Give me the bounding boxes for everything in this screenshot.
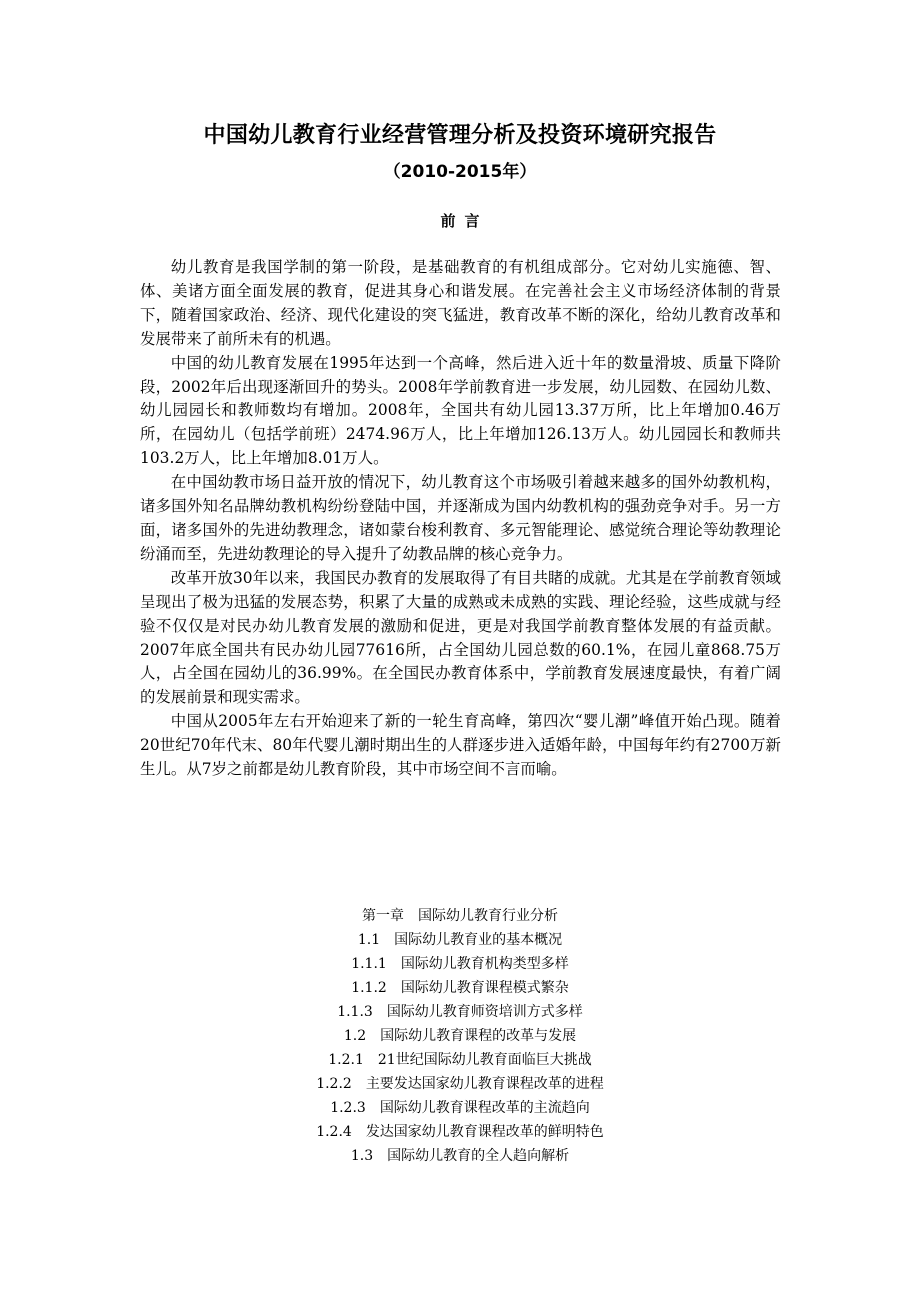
- toc-entry[interactable]: [0, 952, 920, 976]
- toc-entry-number: 1.1.2: [351, 980, 387, 996]
- toc-entry-title: 国际幼儿教育课程改革的主流趋向: [379, 1100, 590, 1116]
- toc-entry-number: 1.3: [350, 1148, 374, 1164]
- preface-body: [140, 256, 781, 782]
- document-subtitle: （2010-2015年）: [383, 162, 537, 182]
- toc-entry-title: 国际幼儿教育课程的改革与发展: [380, 1028, 577, 1044]
- preface-heading: 前言: [440, 212, 489, 230]
- toc-entry[interactable]: [0, 1072, 920, 1096]
- toc-entry-title: 国际幼儿教育业的基本概况: [394, 932, 563, 948]
- toc-entry[interactable]: [0, 904, 920, 928]
- toc-entry-number: 1.2: [343, 1028, 367, 1044]
- toc-entry-number: 第一章: [362, 908, 404, 924]
- toc-entry-number: 1.1.1: [351, 956, 387, 972]
- toc-entry[interactable]: [0, 1144, 920, 1168]
- toc-entry[interactable]: [0, 928, 920, 952]
- toc-entry[interactable]: [0, 976, 920, 1000]
- toc-entry-title: 国际幼儿教育师资培训方式多样: [386, 1004, 583, 1020]
- toc-entry-number: 1.2.3: [330, 1100, 366, 1116]
- toc-entry-title: 国际幼儿教育机构类型多样: [400, 956, 569, 972]
- toc-entry[interactable]: [0, 1096, 920, 1120]
- preface-paragraph: 幼儿教育是我国学制的第一阶段，是基础教育的有机组成部分。它对幼儿实施德、智、体、美诸方面全面发展的教育，促进其身心和谐发展。在完善社会主义市场经济体制的背景下，随着国家政治、经济、现代化建设的突飞猛进，教育改革不断的深化，给幼儿教育改革和发展带来了前所未有的机遇。: [140, 258, 781, 348]
- toc-entry-title: 21世纪国际幼儿教育面临巨大挑战: [377, 1052, 592, 1068]
- preface-paragraph: 中国从2005年左右开始迎来了新的一轮生育高峰，第四次“婴儿潮”峰值开始凸现。随着20世纪70年代末、80年代婴儿潮时期出生的人群逐步进入适婚年龄，中国每年约有2700万新生儿。从7岁之前都是幼儿教育阶段，其中市场空间不言而喻。: [140, 712, 781, 779]
- toc-entry-number: 1.1.3: [337, 1004, 373, 1020]
- toc-entry-title: 国际幼儿教育的全人趋向解析: [387, 1148, 570, 1164]
- toc-entry[interactable]: [0, 1120, 920, 1144]
- toc-entry-number: 1.2.1: [328, 1052, 364, 1068]
- toc-entry-title: 发达国家幼儿教育课程改革的鲜明特色: [365, 1124, 604, 1140]
- toc-entry-title: 国际幼儿教育课程模式繁杂: [400, 980, 569, 996]
- toc-entry-title: 国际幼儿教育行业分析: [418, 908, 558, 924]
- toc-entry-number: 1.2.2: [316, 1076, 352, 1092]
- toc-entry-title: 主要发达国家幼儿教育课程改革的进程: [365, 1076, 604, 1092]
- table-of-contents: [0, 904, 920, 1168]
- preface-paragraph: 在中国幼教市场日益开放的情况下，幼儿教育这个市场吸引着越来越多的国外幼教机构，诸多国外知名品牌幼教机构纷纷登陆中国，并逐渐成为国内幼教机构的强劲竞争对手。另一方面，诸多国外的先进幼教理念，诸如蒙台梭利教育、多元智能理论、感觉统合理论等幼教理论纷涌而至，先进幼教理论的导入提升了幼教品牌的核心竞争力。: [140, 473, 781, 563]
- preface-paragraph: 中国的幼儿教育发展在1995年达到一个高峰，然后进入近十年的数量滑坡、质量下降阶段，2002年后出现逐渐回升的势头。2008年学前教育进一步发展，幼儿园数、在园幼儿数、幼儿园园长和教师数均有增加。2008年，全国共有幼儿园13.37万所，比上年增加0.46万所，在园幼儿（包括学前班）2474.96万人，比上年增加126.13万人。幼儿园园长和教师共103.2万人，比上年增加8.01万人。: [140, 353, 781, 468]
- toc-entry[interactable]: [0, 1024, 920, 1048]
- toc-entry[interactable]: [0, 1048, 920, 1072]
- toc-entry[interactable]: [0, 1000, 920, 1024]
- preface-paragraph: 改革开放30年以来，我国民办教育的发展取得了有目共睹的成就。尤其是在学前教育领域呈现出了极为迅猛的发展态势，积累了大量的成熟或未成熟的实践、理论经验，这些成就与经验不仅仅是对民办幼儿教育发展的激励和促进，更是对我国学前教育整体发展的有益贡献。2007年底全国共有民办幼儿园77616所，占全国幼儿园总数的60.1%，在园儿童868.75万人，占全国在园幼儿的36.99%。在全国民办教育体系中，学前教育发展速度最快，有着广阔的发展前景和现实需求。: [140, 568, 781, 707]
- toc-entry-number: 1.1: [357, 932, 381, 948]
- document-title: 中国幼儿教育行业经营管理分析及投资环境研究报告: [203, 123, 717, 148]
- toc-entry-number: 1.2.4: [316, 1124, 352, 1140]
